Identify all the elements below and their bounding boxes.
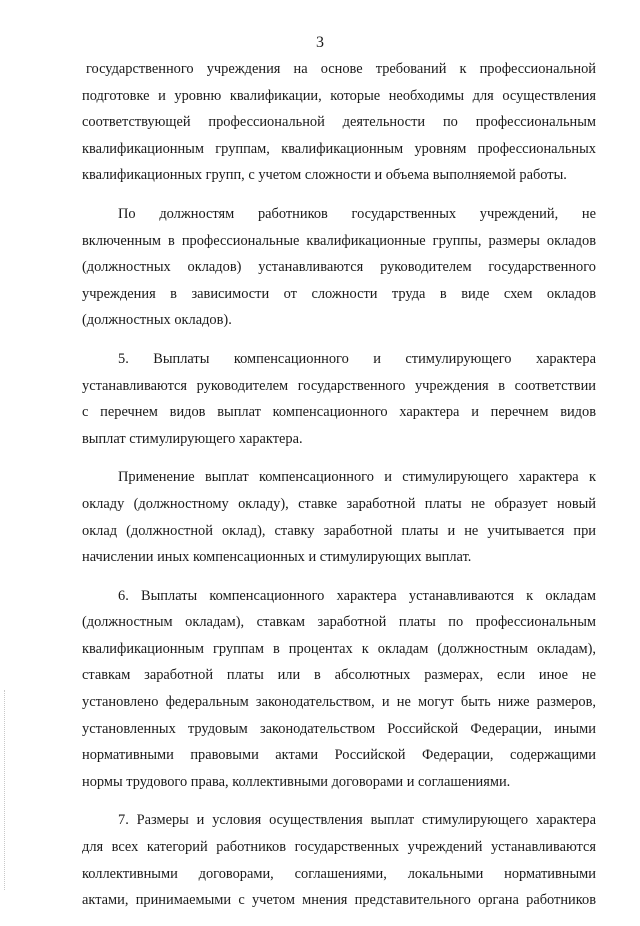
text-line: выплат стимулирующего характера. (82, 430, 303, 447)
text-line: квалификационных групп, с учетом сложности и объема выполняемой работы. (82, 167, 567, 184)
text-line: учреждения в зависимости от сложности труда в виде схем окладов (82, 285, 596, 302)
paragraph-qualification-requirements (82, 56, 596, 189)
page-number: 3 (316, 34, 324, 51)
text-line: Применение выплат компенсационного и стимулирующего характера к (118, 469, 596, 486)
text-line: начислении иных компенсационных и стимулирующих выплат. (82, 549, 472, 566)
paragraph-application-of-payments (82, 464, 596, 570)
text-line: устанавливаются руководителем государственного учреждения в соответствии (82, 377, 596, 394)
text-line: соответствующей профессиональной деятельности по профессиональным (82, 114, 596, 131)
text-line: квалификационным группам в процентах к окладам (должностным окладам), (82, 640, 596, 657)
text-line: коллективными договорами, соглашениями, локальными нормативными (82, 865, 596, 882)
text-line: установленных трудовым законодательством Российской Федерации, иными (82, 720, 596, 737)
text-line: 7. Размеры и условия осуществления выплат стимулирующего характера (118, 812, 596, 829)
text-line: оклад (должностной оклад), ставку заработной платы и не учитывается при (82, 522, 596, 539)
scan-edge-mark (4, 690, 8, 890)
document-body (82, 56, 596, 926)
text-line: актами, принимаемыми с учетом мнения представительного органа работников (82, 892, 596, 909)
text-line: для всех категорий работников государственных учреждений устанавливаются (82, 839, 596, 856)
text-line: По должностям работников государственных учреждений, не (118, 205, 596, 222)
text-line: с перечнем видов выплат компенсационного характера и перечнем видов (82, 404, 596, 421)
paragraph-item-6 (82, 583, 596, 796)
text-line: 6. Выплаты компенсационного характера устанавливаются к окладам (118, 587, 596, 604)
text-line: (должностным окладам), ставкам заработной платы по профессиональным (82, 614, 596, 631)
text-line: установлено федеральным законодательством, и не могут быть ниже размеров, (82, 694, 596, 711)
text-line: (должностных окладов). (82, 312, 232, 329)
text-line: окладу (должностному окладу), ставке заработной платы не образует новый (82, 495, 596, 512)
text-line: квалификационным группам, квалификационным уровням профессиональных (82, 140, 596, 157)
text-line: ставкам заработной платы или в абсолютных размерах, если иное не (82, 667, 596, 684)
text-line: нормы трудового права, коллективными договорами и соглашениями. (82, 773, 511, 790)
text-line: подготовке и уровню квалификации, которые необходимы для осуществления (82, 87, 596, 104)
paragraph-item-5 (82, 346, 596, 452)
text-line: 5. Выплаты компенсационного и стимулирующего характера (118, 350, 596, 367)
text-line: нормативными правовыми актами Российской Федерации, содержащими (82, 747, 596, 764)
text-line: (должностных окладов) устанавливаются руководителем государственного (82, 259, 596, 276)
paragraph-item-7 (82, 807, 596, 913)
text-line: включенным в профессиональные квалификационные группы, размеры окладов (82, 232, 596, 249)
paragraph-positions-outside-groups (82, 201, 596, 334)
text-line: государственного учреждения на основе требований к профессиональной (86, 61, 596, 77)
